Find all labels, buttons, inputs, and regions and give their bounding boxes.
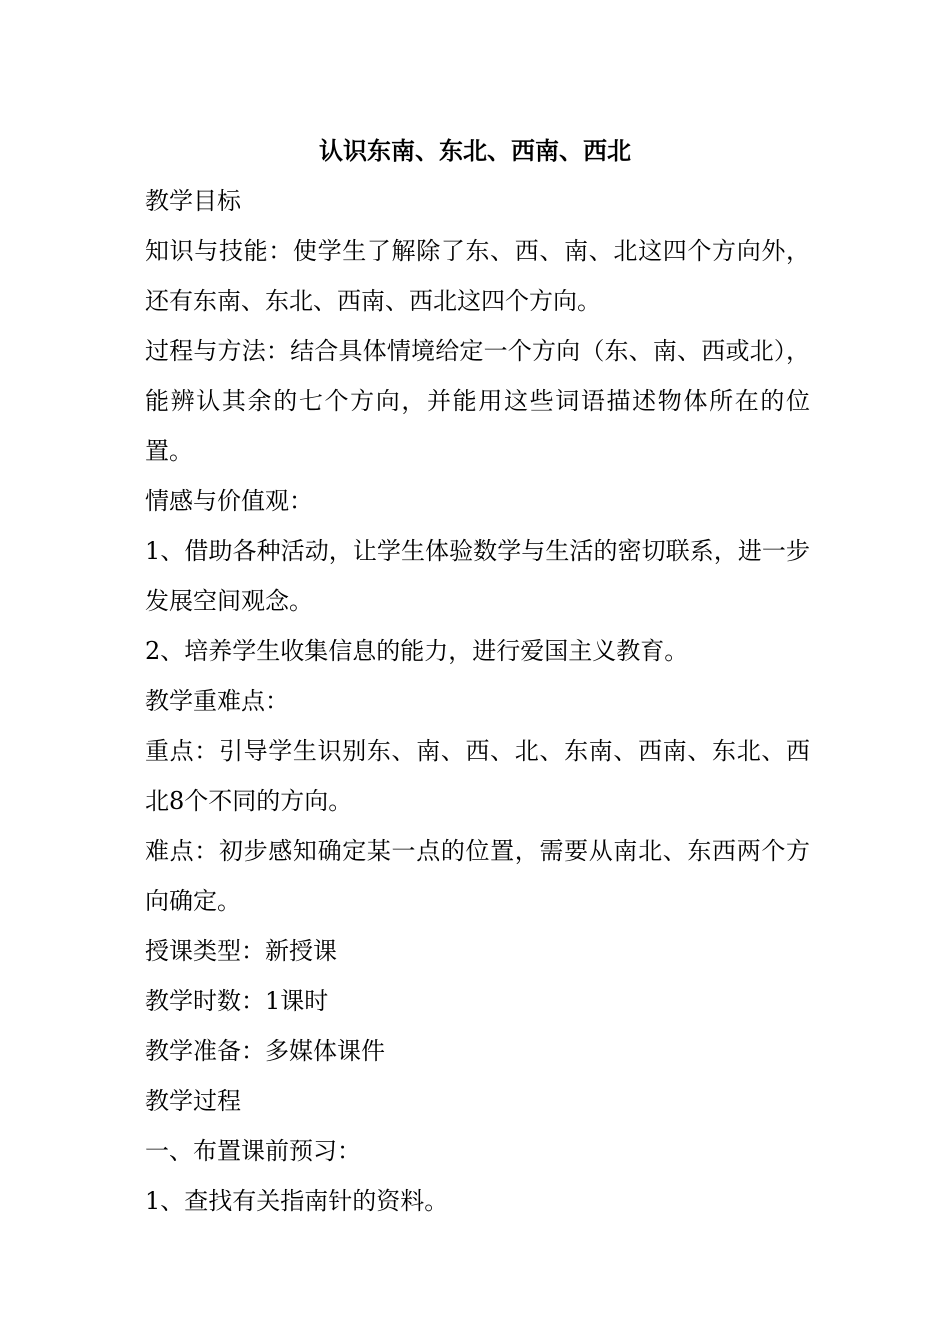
section-heading-objectives: 教学目标 (145, 187, 241, 215)
paragraph-lesson-type: 授课类型：新授课 (145, 937, 337, 965)
section-heading-process: 教学过程 (145, 1087, 241, 1115)
paragraph-emotion-heading: 情感与价值观： (145, 487, 313, 515)
paragraph-key-point: 重点：引导学生识别东、南、西、北、东南、西南、东北、西北8个不同的方向。 (145, 737, 810, 815)
paragraph-process-method: 过程与方法：结合具体情境给定一个方向（东、南、西或北），能辨认其余的七个方向，并能用这些词语描述物体所在的位置。 (145, 337, 810, 465)
list-item-emotion-1: 1、借助各种活动，让学生体验数学与生活的密切联系，进一步发展空间观念。 (145, 537, 810, 615)
paragraph-difficult-point: 难点：初步感知确定某一点的位置，需要从南北、东西两个方向确定。 (145, 837, 810, 915)
section-heading-key-points: 教学重难点： (145, 687, 289, 715)
list-item-step-1-1: 1、查找有关指南针的资料。 (145, 1187, 449, 1215)
paragraph-lesson-hours: 教学时数：1课时 (145, 987, 329, 1015)
document-title: 认识东南、东北、西南、西北 (319, 136, 631, 165)
paragraph-knowledge-skills: 知识与技能：使学生了解除了东、西、南、北这四个方向外，还有东南、东北、西南、西北这四个方向。 (145, 237, 810, 315)
list-item-emotion-2: 2、培养学生收集信息的能力，进行爱国主义教育。 (145, 637, 689, 665)
paragraph-preparation: 教学准备：多媒体课件 (145, 1037, 385, 1065)
paragraph-step-1: 一、布置课前预习： (145, 1137, 361, 1165)
document-body (145, 176, 810, 1226)
